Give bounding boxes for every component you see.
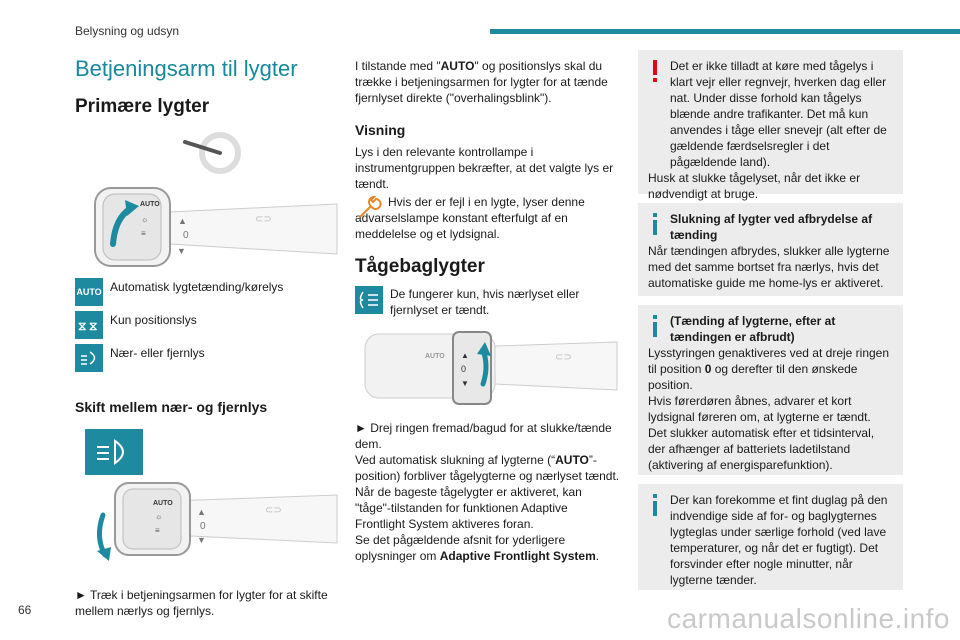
info-icon [650,315,660,339]
paragraph-auto-off: Ved automatisk slukning af lygterne (“AUTO”-position) forbliver tågelygterne og nærlyset tændt. [355,453,620,483]
legend-label: Automatisk lygtetænding/kørelys [110,280,284,294]
light-lever-icon [75,479,340,565]
header-accent-bar [490,29,960,34]
lever-zero-label: 0 [183,230,189,241]
watermark-text: carmanualsonline.info [667,603,950,634]
legend-label: Kun positionslys [110,313,197,327]
section-header: Belysning og udsyn [75,24,180,38]
info-text: Lysstyringen genaktiveres ved at dreje ringen til position 0 og derefter til den ønskede position. [648,346,890,392]
info-text: Når tændingen afbrydes, slukker alle lygterne med det samme bortset fra nærlys, hvis det automatiske guide me home-lys er aktiveret. [648,244,890,290]
warning-box-fog [638,50,903,201]
heading-rear-fog: Tågebaglygter [355,256,485,277]
auto-icon: AUTO [75,278,103,306]
main-beam-icon [85,429,143,475]
column-1 [75,50,340,619]
svg-text:⧖: ⧖ [78,319,87,333]
info-title: (Tænding af lygterne, efter at tændingen er afbrudt) [670,314,836,344]
svg-text:☼: ☼ [141,215,149,224]
instruction-fog-ring: ► Drej ringen fremad/bagud for at slukke/tænde dem. [355,421,612,451]
paragraph-afs-fog: Når de bageste tågelygter er aktiveret, kan "tåge"-tilstanden for funktionen Adaptive Frontlight System aktiveres foran. [355,485,582,531]
warning-text-2: Husk at slukke tågelyset, når det ikke er nødvendigt at bruge. [648,171,861,201]
steering-wheel-graphic [75,128,340,178]
svg-text:≡: ≡ [141,229,146,238]
info-box-relight [638,305,903,475]
svg-text:☼: ☼ [155,512,163,521]
info-icon [650,213,660,237]
info-box-condensation [638,484,903,590]
paragraph-afs-reference: Se det pågældende afsnit for yderligere oplysninger om Adaptive Frontlight System. [355,533,600,563]
position-lights-icon [75,311,103,339]
svg-text:▲: ▲ [461,351,469,360]
info-text: Det slukker automatisk efter et tidsinterval, der afhænger af batteriets ladetilstand (aktivering af energisparefunktion). [648,426,875,472]
legend-label: Nær- eller fjernlys [110,346,205,360]
info-title: Slukning af lygter ved afbrydelse af tænding [670,212,873,242]
instruction-switch-beams: ► Træk i betjeningsarmen for lygter for at skifte mellem nærlys og fjernlys. [75,588,328,618]
svg-text:⊂⊃: ⊂⊃ [555,352,572,363]
warning-exclamation-icon [650,60,660,84]
legend-row-auto [75,278,340,311]
info-text: Hvis førerdøren åbnes, advarer et kort lydsignal føreren om, at lygterne er tændt. [648,394,871,424]
fog-info-row [355,286,620,322]
info-text: Der kan forekomme et fint duglag på den indvendige side af for- og baglygternes lygteglas under særlige forhold (ved lave temperaturer, og når det er fugtigt). Det forsvinder efter nogle minutter, når lygterne tænder. [670,493,888,587]
legend-row-beam [75,344,340,377]
paragraph-auto-flash: I tilstande med "AUTO" og positionslys skal du trække i betjeningsarmen for lygter for at tænde fjernlyset direkte ("overhalingsblink"). [355,59,608,105]
paragraph-fog-condition: De fungerer kun, hvis nærlyset eller fjernlyset er tændt. [390,287,580,317]
svg-text:≡: ≡ [155,526,160,535]
fault-warning-block [355,194,620,242]
heading-switch-beams: Skift mellem nær- og fjernlys [75,399,268,415]
warning-text: Det er ikke tilladt at køre med tågelys i klart vejr eller regnvejr, hverken dag eller nat. Under disse forhold kan tågelys blænde andre trafikanter. Det må kun anvendes i tåge eller snevejr (alt efter de gældende færdselsregler i det pågældende land). [670,59,887,169]
paragraph-fault: Hvis der er fejl i en lygte, lyser denne advarselslampe konstant efterfulgt af en meddelelse og et lydsignal. [355,195,585,241]
wrench-icon [355,194,383,222]
column-2 [355,50,620,564]
svg-text:0: 0 [200,521,206,532]
steering-wheel-icon [75,128,340,178]
svg-text:0: 0 [461,364,467,374]
paragraph-display: Lys i den relevante kontrollampe i instrumentgruppen bekræfter, at det valgte lys er tændt. [355,145,614,191]
page-number: 66 [18,603,32,617]
svg-text:▼: ▼ [461,379,469,388]
svg-text:⧖: ⧖ [89,319,98,333]
heading-primary-lights: Primære lygter [75,96,210,117]
icon-legend [75,278,340,377]
lever-auto-label: AUTO [140,201,160,208]
dipped-main-beam-icon [75,344,103,372]
svg-text:AUTO: AUTO [425,353,445,360]
info-icon [650,494,660,518]
svg-text:▼: ▼ [197,535,206,545]
info-box-switch-off [638,203,903,296]
page-title: Betjeningsarm til lygter [75,56,298,81]
rear-fog-icon [355,286,383,314]
lever-illustration-1 [75,182,340,272]
svg-text:▲: ▲ [178,216,187,226]
svg-text:⊂⊃: ⊂⊃ [265,505,282,516]
light-lever-icon [75,182,340,272]
svg-text:▲: ▲ [197,507,206,517]
legend-row-position [75,311,340,344]
svg-text:▼: ▼ [177,246,186,256]
heading-display: Visning [355,122,406,138]
lever-illustration-3 [355,328,620,408]
svg-text:AUTO: AUTO [153,500,173,507]
lever-illustration-2 [75,479,340,565]
fog-ring-lever-icon [355,328,620,408]
svg-text:⊂⊃: ⊂⊃ [255,214,272,225]
